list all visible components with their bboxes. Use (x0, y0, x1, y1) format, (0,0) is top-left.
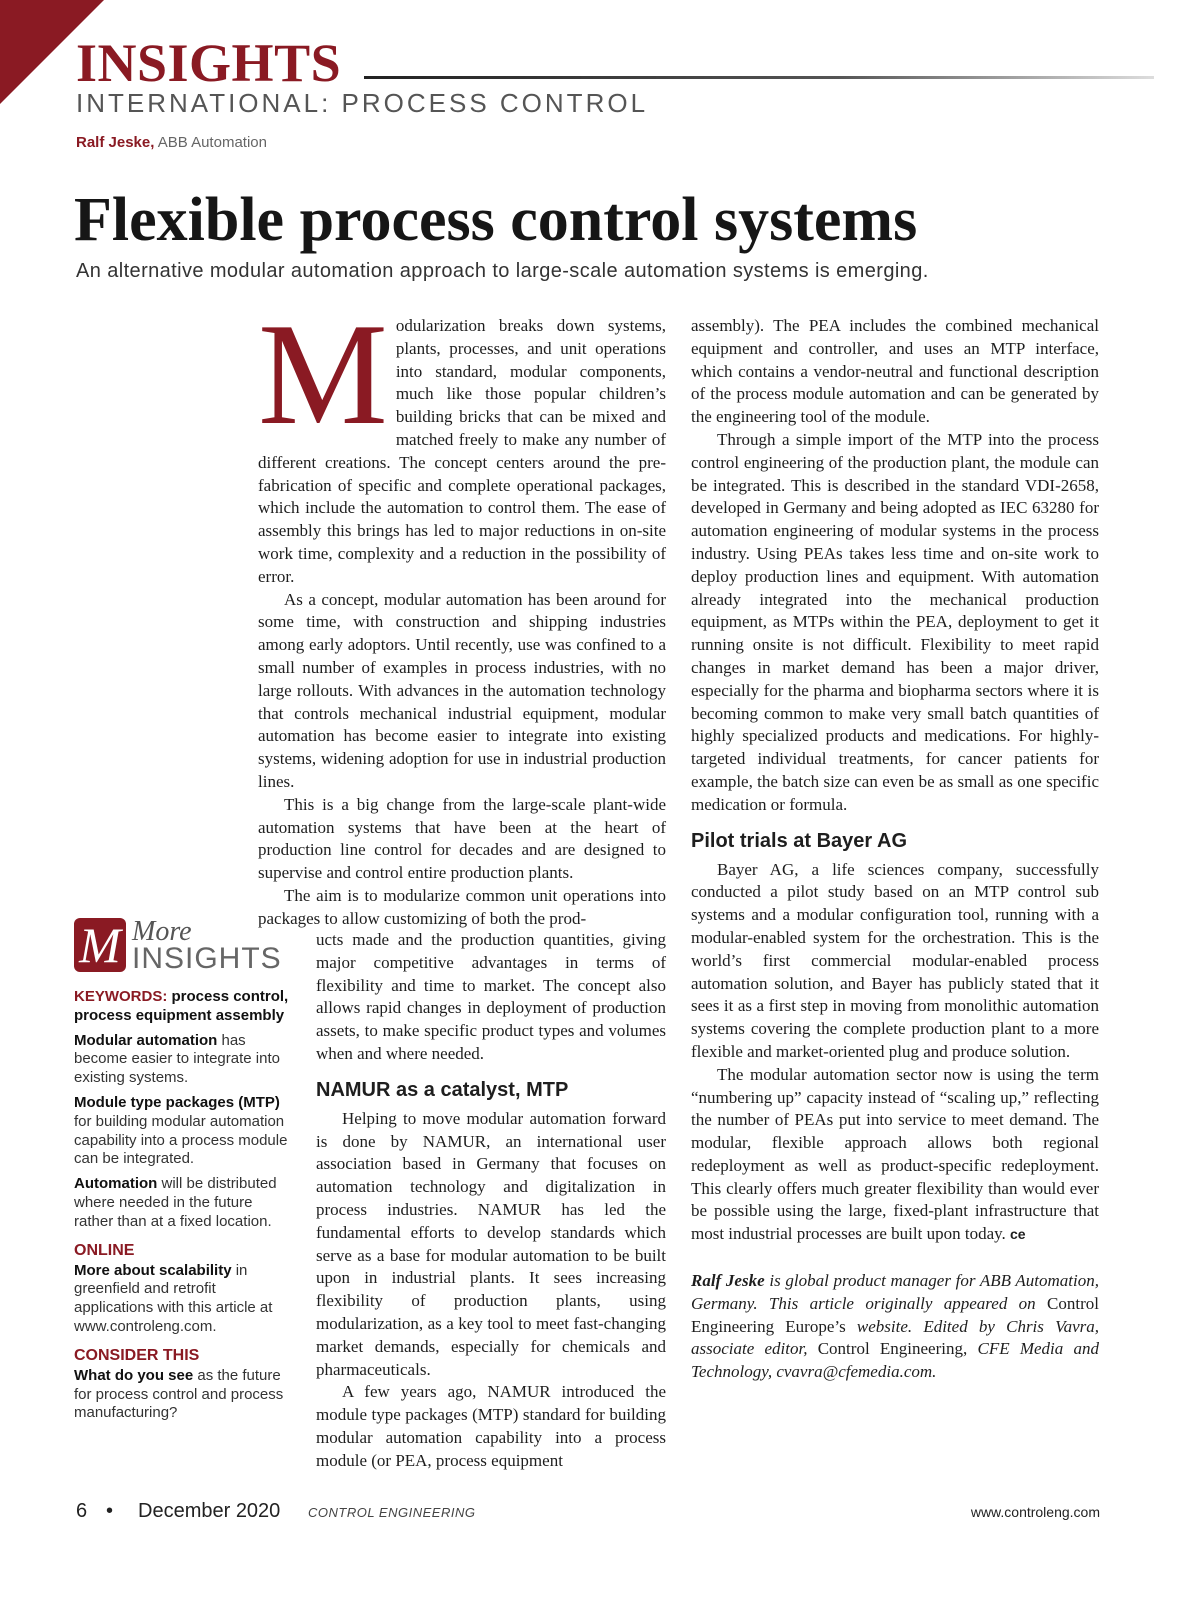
article-paragraph: Through a simple import of the MTP into the process control engineering of the production plant, the module can be integrated. This is described in the standard VDI-2658, developed in Germany and being adopted as IEC 63280 for automation engineering of modular systems in the process industry. Using PEAs takes less time and on-site work to deploy production lines and equipment. With automation already integrated into the mechanical production equipment, as MTPs within the PEA, deployment to get it running onsite is not difficult. Flexibility to meet rapid changes in market demand has been a major driver, especially for the pharma and biopharma sectors where it is becoming common to make very small batch quantities of highly specialized products and medications. For highly-targeted individual treatments, for cancer patients for example, the batch size can even be as small as one specific medication or formula. (691, 429, 1099, 814)
sidebar-point: Automation will be distributed where needed in the future rather than at a fixed location. (74, 1175, 277, 1230)
keywords-text: process control, process equipment assembly (74, 988, 289, 1024)
end-mark: ce (1010, 1226, 1026, 1243)
article-paragraph: The aim is to modularize common unit operations into packages to allow customizing of both the prod- (258, 885, 666, 928)
byline-author: Ralf Jeske, (76, 134, 155, 151)
article-paragraph: Modularization breaks down systems, plants, processes, and unit operations into standard, modular components, much like those popular children’s building bricks that can be mixed and matched freely to make any number of different creations. The concept centers around the pre-fabrication of specific and complete operational packages, which include the automation to control them. The ease of assembly this brings has led to major reductions in on-site work time, complexity and a reduction in the possibility of error. (258, 293, 666, 586)
article-paragraph: assembly). The PEA includes the combined mechanical equipment and controller, and uses an MTP interface, which contains a vendor-neutral and functional description of the process module automation and can be generated by the engineering tool of the module. (691, 316, 1099, 427)
section-subtitle: INTERNATIONAL: PROCESS CONTROL (76, 88, 649, 118)
page-number: 6 (76, 1500, 88, 1522)
byline (76, 134, 267, 151)
article-deck: An alternative modular automation approach to large-scale automation systems is emerging. (76, 260, 929, 282)
section-rule (364, 76, 1154, 79)
article-column-1-bottom (316, 929, 666, 1473)
page-footer (0, 1500, 1200, 1530)
article-paragraph: As a concept, modular automation has been around for some time, with construction and shipping industries among early adoptors. Until recently, use was confined to a small number of examples in process industries, with no large rollouts. With advances in the automation technology that controls mechanical industrial equipment, modular automation has become easier to integrate into existing systems, widening adoption for use in industrial production lines. (258, 589, 666, 791)
article-paragraph: The modular automation sector now is using the term “numbering up” capacity instead of “scaling up,” reflecting the number of PEAs put into service to meet demand. The modular, flexible approach allows both regional redeployment as well as product-specific redeployment. This clearly offers much greater flexibility than would ever be possible using the large, fixed-plant infrastructure that most industrial processes are built upon today. ce (691, 1064, 1099, 1244)
article-paragraph: Helping to move modular automation forward is done by NAMUR, an international user association based in Germany that focuses on automation technology and digitalization in process industries. NAMUR has led the fundamental efforts to develop standards which serve as a base for modular automation to be built upon in industrial plants. It sees increasing flexibility of production plants, using modularization, as a key tool to meet fast-changing market demands, especially for chemicals and pharmaceuticals. (316, 1108, 666, 1379)
logo-more-text: More (132, 916, 192, 947)
more-insights-logo (74, 918, 294, 978)
subhead-namur: NAMUR as a catalyst, MTP (316, 1078, 569, 1101)
m-logo-icon: M (74, 918, 126, 972)
keywords-block (74, 988, 294, 1026)
subhead-bayer: Pilot trials at Bayer AG (691, 829, 907, 852)
article-paragraph: Bayer AG, a life sciences company, successfully conducted a pilot study based on an MTP control sub systems and a modular configuration tool, running with a modular-enabled system for the orchestration. This is the world’s first commercial modular-enabled process automation solution, and Bayer has publicly stated that it sees it as a first step in moving from monolithic automation systems covering the complete production plant to a more flexible and market-oriented plug and produce solution. (691, 859, 1099, 1061)
consider-heading: CONSIDER THIS (74, 1346, 200, 1364)
sidebar-point: Module type packages (MTP) for building modular automation capability into a process module can be integrated. (74, 1093, 288, 1168)
article-column-1-top (258, 293, 666, 931)
online-heading: ONLINE (74, 1241, 135, 1259)
website-link[interactable]: www.controleng.com (970, 1504, 1100, 1520)
byline-company: ABB Automation (157, 134, 267, 151)
section-title: INSIGHTS (76, 33, 342, 93)
article-paragraph: A few years ago, NAMUR introduced the module type packages (MTP) standard for building modular automation capability into a process module (or PEA, process equipment (316, 1382, 666, 1470)
article-paragraph: This is a big change from the large-scale plant-wide automation systems that have been at the heart of production line control for decades and are designed to supervise and control entire production plants. (258, 794, 666, 883)
online-block[interactable]: More about scalability in greenfield and retrofit applications with this article at www.controleng.com. (74, 1261, 273, 1335)
logo-insights-text: INSIGHTS (132, 942, 282, 975)
drop-cap: M (258, 293, 388, 455)
sidebar-point: Modular automation has become easier to integrate into existing systems. (74, 1031, 280, 1087)
article-title: Flexible process control systems (74, 186, 918, 254)
footer-bullet: • (106, 1500, 114, 1522)
article-column-2 (691, 315, 1099, 1384)
article-paragraph: ucts made and the production quantities, giving major competitive advantages in terms of flexibility and time to market. The concept also allows rapid changes in deployment of production assets, to make specific product types and volumes when and where needed. (316, 930, 666, 1063)
magazine-name: CONTROL ENGINEERING (308, 1505, 476, 1520)
consider-block: What do you see as the future for process control and process manufacturing? (74, 1366, 284, 1422)
issue-date: December 2020 (138, 1500, 281, 1522)
keywords-label: KEYWORDS: (74, 988, 168, 1005)
more-insights-sidebar (74, 918, 294, 1423)
author-bio: Ralf Jeske is global product manager for ABB Automation, Germany. This article originally appeared on Control Engineering Europe’s website. Edited by Chris Vavra, associate editor, Control Engineering, CFE Media and Technology, cvavra@cfemedia.com. (691, 1271, 1099, 1382)
